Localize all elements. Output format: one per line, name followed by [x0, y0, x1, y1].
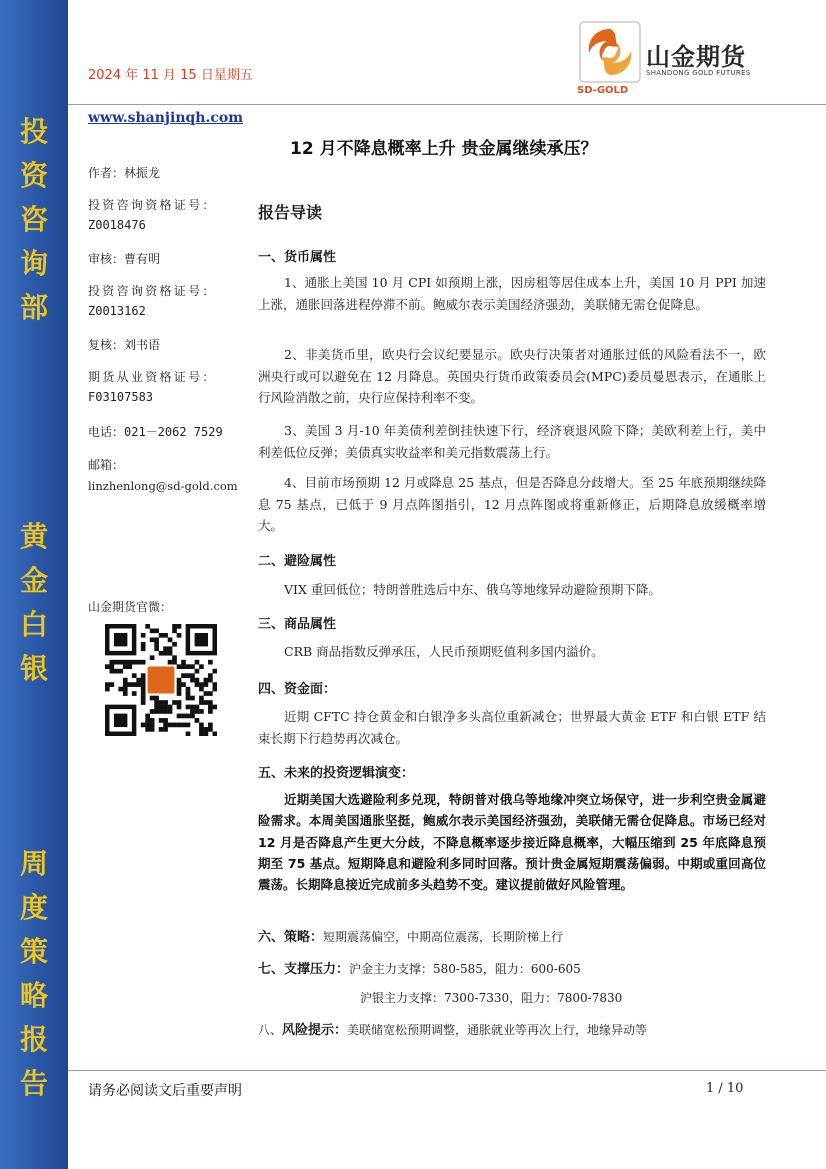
- report-title: 12 月不降息概率上升 贵金属继续承压？: [290, 139, 598, 159]
- sidebar-label-text: [14, 110, 54, 330]
- section-2-heading: 二、避险属性: [258, 554, 337, 569]
- company-logo: [577, 17, 767, 99]
- section-1-para-3: 3、美国 3 月-10 年美债利差倒挂快速下行，经济衰退风险下降；美欧利差上行，美中利差低位反弹；美债真实收益率和美元指数震荡上行。: [258, 423, 766, 460]
- footer-divider: [68, 1070, 826, 1071]
- logo-name-cn: 山金期货: [646, 43, 746, 71]
- section-8-risk: [258, 1019, 647, 1038]
- wechat-label: 山金期货官微：: [88, 600, 173, 614]
- support-label: 七、支撑压力：: [258, 962, 350, 977]
- page-number: 1 / 10: [706, 1081, 744, 1096]
- report-date: 2024 年 11 月 15 日星期五: [88, 68, 253, 83]
- risk-value: 美联储宽松预期调整，通胀就业等再次上行，地缘异动等: [347, 1023, 648, 1037]
- cert-value-3: F03107583: [88, 390, 154, 404]
- section-1-para-2: 2、非美货币里，欧央行会议纪要显示。欧央行决策者对通胀过低的风险看法不一，欧洲央行或可以避免在 12 月降息。英国央行货币政策委员会(MPC)委员曼恩表示，在通胀上行风险消散之前，央行应保持利率不变。: [258, 347, 766, 405]
- reviewer: 审核：曹有明: [88, 252, 161, 266]
- rechecker: 复核：刘书语: [88, 338, 161, 352]
- sidebar-char: 询: [19, 247, 48, 280]
- phone: 电话：021－2062 7529: [88, 425, 223, 439]
- section-3-heading: 三、商品属性: [258, 617, 337, 632]
- sidebar-char: 白: [19, 608, 48, 641]
- sidebar-char: 银: [19, 652, 48, 685]
- sidebar-label-text: [14, 515, 54, 691]
- qr-code-icon: [105, 624, 217, 736]
- sidebar-char: 资: [19, 159, 48, 192]
- risk-prefix: 八、: [258, 1023, 283, 1037]
- section-5-heading: 五、未来的投资逻辑演变：: [258, 766, 415, 781]
- section-7-silver: [360, 989, 622, 1006]
- lead-heading: 报告导读: [258, 203, 323, 222]
- cert-label-3: 期货从业资格证号：: [88, 370, 217, 384]
- cert-label-2: 投资咨询资格证号：: [88, 284, 217, 298]
- logo-swirl-icon: [577, 19, 643, 85]
- section-5-para-1: 近期美国大选避险利多兑现，特朗普对俄乌等地缘冲突立场保守，进一步利空贵金属避险需求。本周美国通胀坚挺，鲍威尔表示美国经济强劲，美联储无需仓促降息。市场已经对 12 月是否降息产生更大分歧，不降息概率逐步接近降息概率，大幅压缩到 25 年底降息预期至 75 基点。短期降息和避险利多同时回落。预计贵金属短期震荡偏弱。中期或重回高位震荡。长期降息接近完成前多头趋势不变。建议提前做好风险管理。: [258, 792, 766, 893]
- section-2-para-1: VIX 重回低位；特朗普胜选后中东、俄乌等地缘异动避险预期下降。: [284, 582, 661, 597]
- section-6-strategy: [258, 926, 563, 945]
- cert-value-2: Z0013162: [88, 304, 146, 318]
- sidebar-label-text: [14, 842, 54, 1106]
- sidebar-char: 策: [19, 935, 48, 968]
- section-4-para-1: 近期 CFTC 持仓黄金和白银净多头高位重新减仓；世界最大黄金 ETF 和白银 ETF 结束长期下行趋势再次减仓。: [258, 709, 766, 746]
- sidebar-char: 金: [19, 564, 48, 597]
- section-7-support: [258, 958, 581, 977]
- email-label: 邮箱：: [88, 458, 125, 472]
- sidebar-char: 略: [19, 979, 48, 1012]
- header-divider: [68, 104, 826, 105]
- section-1-para-1: 1、通胀上美国 10 月 CPI 如预期上涨，因房租等居住成本上升，美国 10 月 PPI 加速上涨，通胀回落进程停滞不前。鲍威尔表示美国经济强劲，美联储无需仓促降息。: [258, 275, 766, 312]
- email[interactable]: linzhenlong@sd-gold.com: [88, 479, 238, 493]
- support-gold-value: 沪金主力支撑：580-585，阻力：600-605: [349, 962, 581, 976]
- sidebar-char: 周: [19, 847, 48, 880]
- sidebar-label-report-type: [14, 842, 54, 1106]
- wechat-qr-code: [105, 624, 217, 736]
- sidebar-char: 告: [19, 1067, 48, 1100]
- cert-label-1: 投资咨询资格证号：: [88, 198, 217, 212]
- risk-label: 风险提示：: [282, 1023, 348, 1038]
- author: 作者：林振龙: [88, 166, 161, 180]
- support-silver-value: 沪银主力支撑：7300-7330，阻力：7800-7830: [360, 991, 623, 1005]
- strategy-value: 短期震荡偏空，中期高位震荡，长期阶梯上行: [323, 930, 564, 944]
- logo-name-en: SHANDONG GOLD FUTURES: [646, 69, 751, 77]
- logo-abbr: SD-GOLD: [577, 85, 629, 96]
- footer-disclaimer: 请务必阅读文后重要声明: [88, 1083, 242, 1099]
- section-4-heading: 四、资金面：: [258, 682, 337, 697]
- strategy-label: 六、策略：: [258, 930, 324, 945]
- cert-value-1: Z0018476: [88, 218, 146, 232]
- sidebar-char: 部: [19, 291, 48, 324]
- sidebar-label-category: [14, 515, 54, 691]
- website-link[interactable]: www.shanjinqh.com: [88, 110, 244, 126]
- section-3-para-1: CRB 商品指数反弹承压，人民币预期贬值利多国内溢价。: [284, 644, 604, 659]
- sidebar-char: 黄: [19, 520, 48, 553]
- sidebar-label-department: [14, 110, 54, 330]
- sidebar-char: 度: [19, 891, 48, 924]
- sidebar-char: 投: [19, 115, 48, 148]
- section-1-heading: 一、货币属性: [258, 250, 337, 265]
- sidebar-char: 咨: [19, 203, 48, 236]
- sidebar-char: 报: [19, 1023, 48, 1056]
- section-1-para-4: 4、目前市场预期 12 月或降息 25 基点，但是否降息分歧增大。至 25 年底预期继续降息 75 基点，已低于 9 月点阵图指引，12 月点阵图或将重新修正，后期降息放缓概率增大。: [258, 475, 766, 533]
